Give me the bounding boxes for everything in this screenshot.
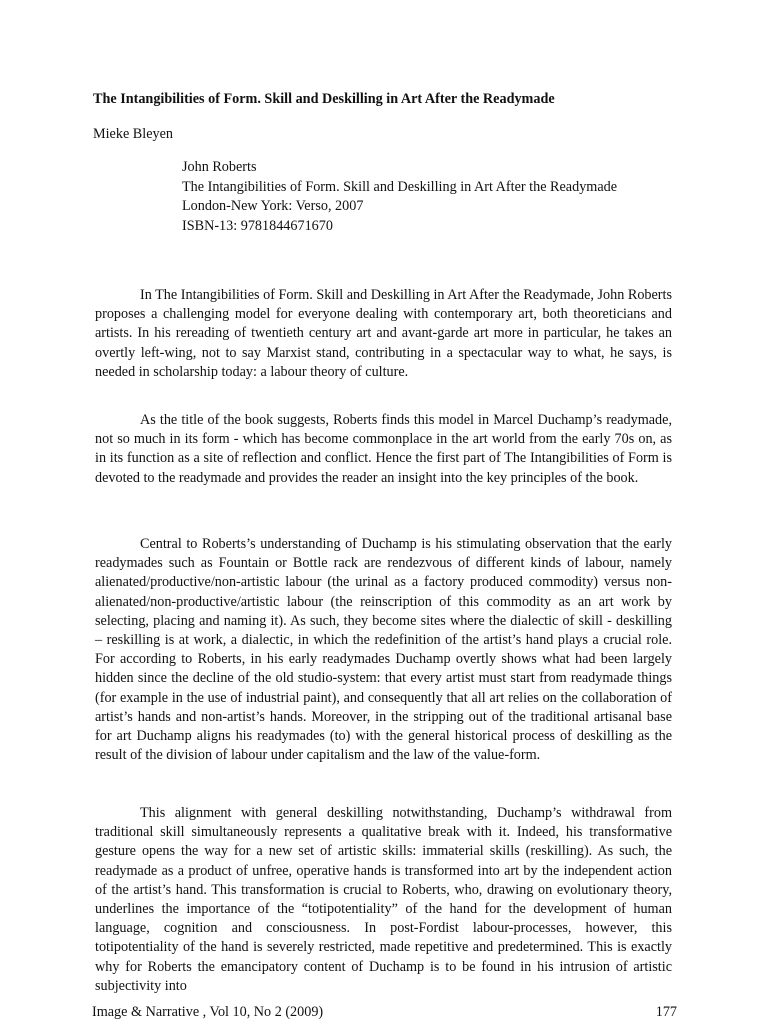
- page-footer: [92, 1004, 677, 1021]
- book-title: The Intangibilities of Form. Skill and Deskilling in Art After the Readymade: [182, 178, 618, 195]
- review-author: Mieke Bleyen: [93, 126, 173, 142]
- book-isbn: ISBN-13: 9781844671670: [182, 217, 333, 234]
- review-title: The Intangibilities of Form. Skill and Deskilling in Art After the Readymade: [93, 91, 555, 107]
- body-paragraph-2: As the title of the book suggests, Roberts finds this model in Marcel Duchamp’s readymade, not so much in its form - which has become commonplace in the art world from the early 70s on, as in its function as a site of reflection and conflict. Hence the first part of The Intangibilities of Form is devoted to the readymade and provides the reader an insight into the key principles of the book.: [95, 412, 672, 486]
- bibliographic-details: [182, 158, 617, 236]
- body-paragraph-4: This alignment with general deskilling notwithstanding, Duchamp’s withdrawal from traditional skill simultaneously represents a qualitative break with it. Indeed, his transformative gesture opens the way for a new set of artistic skills: immaterial skills (reskilling). As such, the readymade as a product of unfree, operative hands is transformed into art by the independent action of the artist’s hand. This transformation is crucial to Roberts, who, drawing on evolutionary theory, underlines the importance of the “totipotentiality” of the hand for the development of human language, cognition and consciousness. In post-Fordist labour-processes, however, this totipotentiality of the hand is severely restricted, made repetitive and predetermined. This is exactly why for Roberts the emancipatory content of Duchamp is to be found in his intrusion of artistic subjectivity into: [95, 805, 672, 994]
- book-publisher: London-New York: Verso, 2007: [182, 198, 364, 214]
- body-paragraph-3: Central to Roberts’s understanding of Duchamp is his stimulating observation that the early readymades such as Fountain or Bottle rack are rendezvous of different kinds of labour, namely alienated/productive/non-artistic labour (the urinal as a factory produced commodity) versus non-alienated/non-productive/artistic labour (the reinscription of this commodity as an art work by selecting, placing and naming it). As such, they become sites where the dialectic of skill - deskilling – reskilling is at work, a dialectic, in which the redefinition of the artist’s hand plays a crucial role. For according to Roberts, in his early readymades Duchamp overtly shows what had been largely hidden since the decline of the old studio-system: that every artist must start from readymade things (for example in the use of industrial paint), and consequently that all art relies on the collaboration of artist’s hands and non-artist’s hands. Moreover, in the stripping out of the traditional artisanal base for art Duchamp aligns his readymades (to) with the general historical process of deskilling as the result of the division of labour under capitalism and the law of the value-form.: [95, 536, 672, 764]
- journal-citation: Image & Narrative , Vol 10, No 2 (2009): [92, 1004, 324, 1020]
- page-number: 177: [655, 1004, 677, 1020]
- body-paragraph-1: In The Intangibilities of Form. Skill and Deskilling in Art After the Readymade, John Roberts proposes a challenging model for everyone dealing with contemporary art, both theoreticians and artists. In his rereading of twentieth century art and avant-garde art more in particular, he takes an overtly left-wing, not to say Marxist stand, contributing in a spectacular way to what, he says, is needed in scholarship today: a labour theory of culture.: [95, 287, 672, 380]
- book-author: John Roberts: [182, 159, 257, 175]
